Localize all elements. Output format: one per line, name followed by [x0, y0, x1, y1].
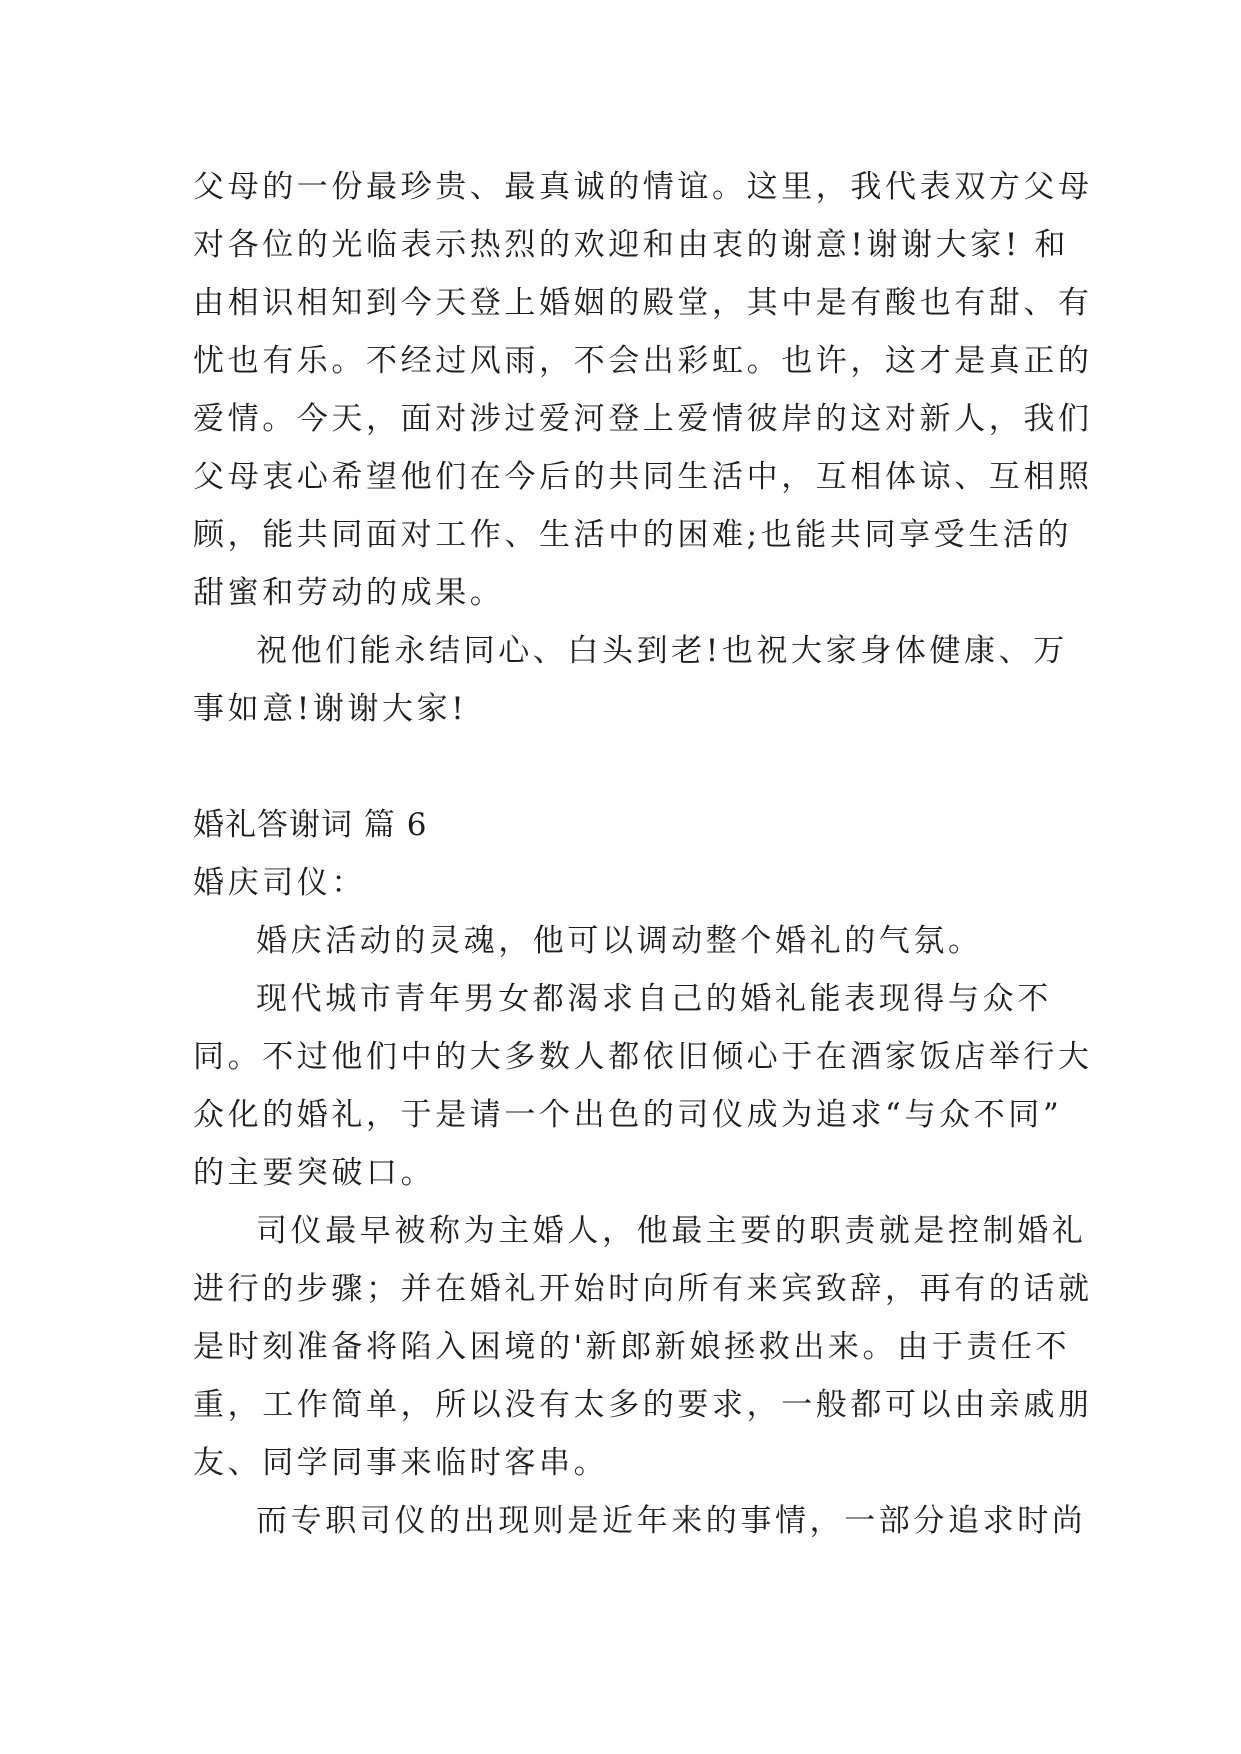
- text-line: 顾，能共同面对工作、生活中的困难;也能共同享受生活的: [193, 517, 1073, 553]
- text-line: 是时刻准备将陷入困境的'新郎新娘拯救出来。由于责任不: [193, 1329, 1071, 1365]
- text-line: 祝他们能永结同心、白头到老!也祝大家身体健康、万: [256, 633, 1068, 669]
- text-line: 父母衷心希望他们在今后的共同生活中，互相体谅、互相照: [193, 459, 1093, 495]
- document-page: [193, 158, 1093, 1550]
- text-line: 友、同学同事来临时客串。: [193, 1445, 609, 1481]
- text-line: 父母的一份最珍贵、最真诚的情谊。这里，我代表双方父母: [193, 169, 1093, 205]
- text-line: 对各位的光临表示热烈的欢迎和由衷的谢意!谢谢大家! 和: [193, 227, 1069, 263]
- text-line: 爱情。今天，面对涉过爱河登上爱情彼岸的这对新人，我们: [193, 401, 1093, 437]
- text-line: 司仪最早被称为主婚人，他最主要的职责就是控制婚礼: [256, 1213, 1087, 1249]
- text-line: 进行的步骤；并在婚礼开始时向所有来宾致辞，再有的话就: [193, 1271, 1093, 1307]
- text-line: 忧也有乐。不经过风雨，不会出彩虹。也许，这才是真正的: [193, 343, 1093, 379]
- text-line: 而专职司仪的出现则是近年来的事情，一部分追求时尚: [256, 1503, 1087, 1539]
- text-line: 甜蜜和劳动的成果。: [193, 575, 505, 611]
- section-heading: 婚礼答谢词 篇 6: [193, 807, 428, 843]
- text-line: 由相识相知到今天登上婚姻的殿堂，其中是有酸也有甜、有: [193, 285, 1093, 321]
- text-line: 同。不过他们中的大多数人都依旧倾心于在酒家饭店举行大: [193, 1039, 1093, 1075]
- text-line: 现代城市青年男女都渴求自己的婚礼能表现得与众不: [256, 981, 1052, 1017]
- paragraph-gap: [193, 738, 1048, 796]
- text-line: 众化的婚礼，于是请一个出色的司仪成为追求“与众不同”: [193, 1097, 1063, 1133]
- text-line: 重，工作简单，所以没有太多的要求，一般都可以由亲戚朋: [193, 1387, 1093, 1423]
- text-line: 婚庆活动的灵魂，他可以调动整个婚礼的气氛。: [256, 923, 983, 959]
- text-line: 的主要突破口。: [193, 1155, 436, 1191]
- text-line: 事如意!谢谢大家!: [193, 691, 468, 727]
- salutation: 婚庆司仪：: [193, 865, 366, 901]
